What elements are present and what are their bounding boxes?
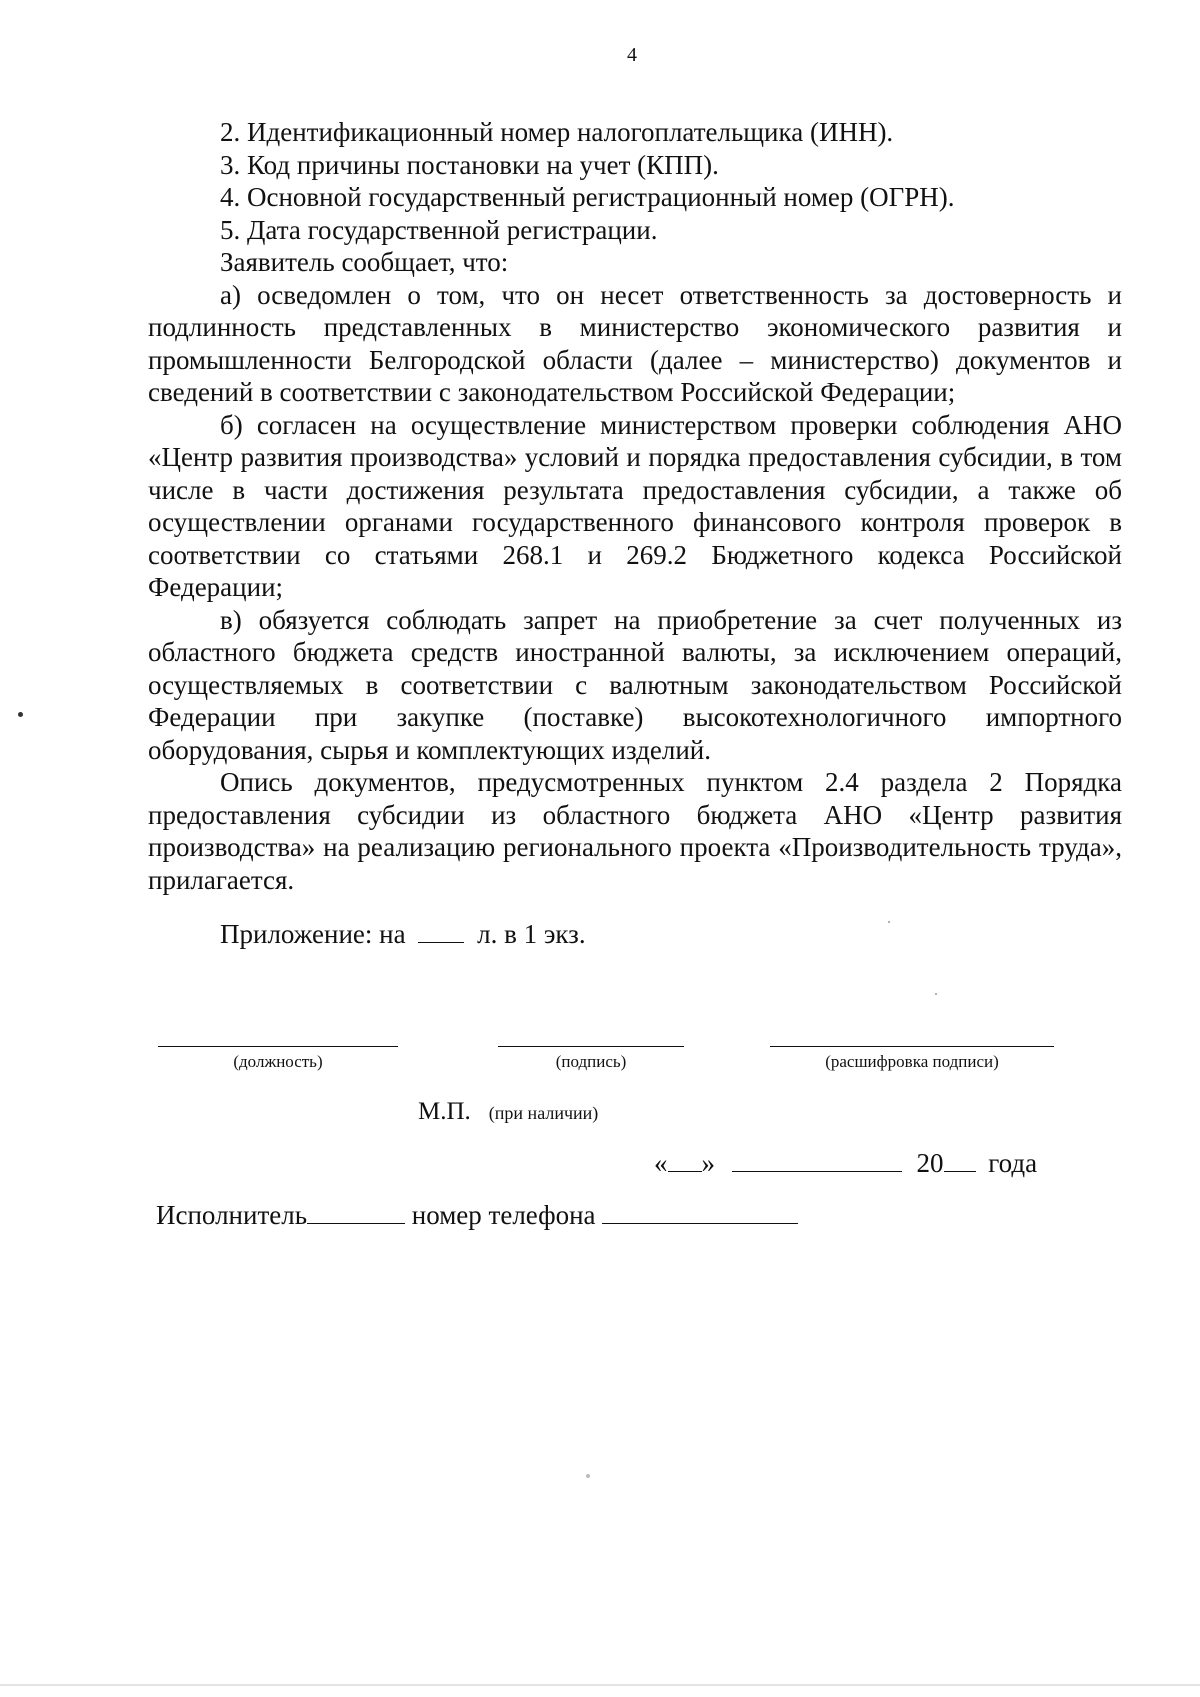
- page-edge: [0, 1684, 1200, 1686]
- document-body: [148, 116, 1122, 896]
- executor-line: [156, 1200, 798, 1231]
- year-prefix: 20: [916, 1148, 944, 1178]
- inventory-paragraph: Опись документов, предусмотренных пунктом 2.4 раздела 2 Порядка предоставления субсидии из областного бюджета АНО «Центр развития производства» на реализацию регионального проекта «Производительность труда», прилагается.: [148, 767, 1122, 895]
- stamp-block: [418, 1098, 598, 1126]
- list-item-inn: 2. Идентификационный номер налогоплательщика (ИНН).: [220, 117, 894, 147]
- day-field[interactable]: [668, 1149, 702, 1172]
- list-item-registration-date: 5. Дата государственной регистрации.: [220, 214, 658, 245]
- signature-field[interactable]: [498, 1046, 684, 1047]
- date-close-quote: »: [701, 1148, 715, 1178]
- executor-field[interactable]: [307, 1201, 405, 1224]
- scan-speck: [18, 712, 23, 717]
- appendix-suffix: л. в 1 экз.: [477, 919, 586, 949]
- clause-a: а) осведомлен о том, что он несет ответственность за достоверность и подлинность представленных в министерство экономического развития и промышленности Белгородской области (далее – министерство) документов и сведений в соответствии с законодательством Российской Федерации;: [148, 279, 1122, 407]
- scan-speck: [586, 1474, 590, 1478]
- scan-speck: [935, 993, 937, 995]
- page-number: 4: [627, 44, 637, 66]
- executor-label: Исполнитель: [156, 1200, 308, 1230]
- phone-field[interactable]: [602, 1201, 798, 1224]
- month-field[interactable]: [732, 1149, 902, 1172]
- list-item-kpp: 3. Код причины постановки на учет (КПП).: [220, 149, 719, 180]
- list-item-ogrn: 4. Основной государственный регистрационный номер (ОГРН).: [220, 182, 955, 212]
- appendix-prefix: Приложение: на: [220, 919, 406, 949]
- date-open-quote: «: [654, 1148, 668, 1178]
- year-field[interactable]: [944, 1149, 976, 1172]
- scan-speck: [888, 921, 890, 923]
- appendix-line: [220, 918, 586, 950]
- clause-c: в) обязуется соблюдать запрет на приобретение за счет полученных из областного бюджета средств иностранной валюты, за исключением операций, осуществляемых в соответствии с валютным законодательством Российской Федерации при закупке (поставке) высокотехнологичного импортного оборудования, сырья и комплектующих изделий.: [148, 604, 1122, 765]
- signature-caption: (подпись): [555, 1052, 627, 1071]
- appendix-sheets-field[interactable]: [418, 920, 464, 943]
- date-line: [654, 1148, 1037, 1179]
- statement-intro: Заявитель сообщает, что:: [220, 247, 509, 277]
- position-field[interactable]: [158, 1046, 398, 1047]
- year-suffix: года: [988, 1148, 1038, 1178]
- phone-label: номер телефона: [411, 1200, 596, 1230]
- signature-decoding-field[interactable]: [770, 1046, 1054, 1047]
- stamp-label: М.П.: [418, 1098, 471, 1125]
- signature-decoding-caption: (расшифровка подписи): [825, 1052, 999, 1071]
- clause-b: б) согласен на осуществление министерством проверки соблюдения АНО «Центр развития производства» условий и порядка предоставления субсидии, в том числе в части достижения результата предоставления субсидии, а также об осуществлении органами государственного финансового контроля проверок в соответствии со статьями 268.1 и 269.2 Бюджетного кодекса Российской Федерации;: [148, 409, 1122, 602]
- position-caption: (должность): [233, 1052, 323, 1071]
- stamp-note: (при наличии): [488, 1103, 599, 1123]
